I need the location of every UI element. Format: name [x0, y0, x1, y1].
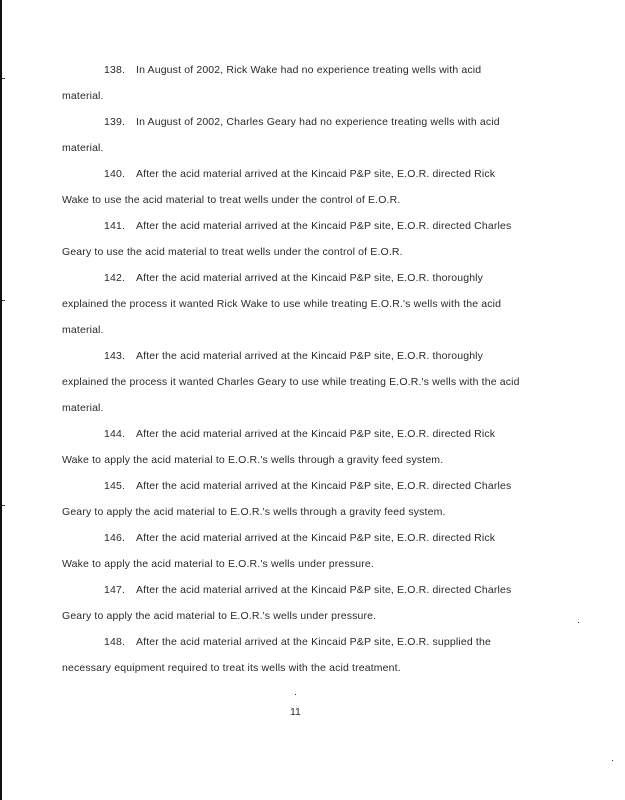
scan-edge-tick [2, 78, 5, 79]
paragraph-text: After the acid material arrived at the Kincaid P&P site, E.O.R. directed Rick [136, 428, 496, 440]
scan-edge-tick [2, 505, 5, 506]
paragraph-continuation-line: Wake to apply the acid material to E.O.R.'s wells under pressure. [62, 558, 374, 570]
scan-speck [612, 760, 613, 761]
paragraph-first-line [104, 428, 495, 440]
paragraph-number: 148. [104, 636, 126, 648]
paragraph-continuation-line: Geary to apply the acid material to E.O.R.'s wells under pressure. [62, 610, 377, 622]
paragraph-number: 142. [104, 272, 126, 284]
paragraph-text: After the acid material arrived at the Kincaid P&P site, E.O.R. thoroughly [136, 350, 484, 362]
paragraph-continuation-line: Geary to apply the acid material to E.O.R.'s wells through a gravity feed system. [62, 506, 446, 518]
paragraph-number: 147. [104, 584, 126, 596]
scan-speck [578, 622, 579, 623]
paragraph-continuation-line: material. [62, 142, 104, 154]
paragraph-first-line [104, 116, 500, 128]
paragraph-continuation-line: Wake to use the acid material to treat wells under the control of E.O.R. [62, 194, 401, 206]
paragraph-first-line [104, 584, 511, 596]
paragraph-first-line [104, 350, 483, 362]
paragraph-number: 143. [104, 350, 126, 362]
paragraph-text: After the acid material arrived at the Kincaid P&P site, E.O.R. supplied the [136, 636, 491, 648]
paragraph-number: 138. [104, 64, 126, 76]
paragraph-first-line [104, 168, 495, 180]
paragraph-number: 139. [104, 116, 126, 128]
paragraph-first-line [104, 220, 511, 232]
scan-left-edge [0, 0, 2, 800]
paragraph-continuation-line: explained the process it wanted Charles Geary to use while treating E.O.R.'s wells with the acid [62, 376, 520, 388]
paragraph-continuation-line: necessary equipment required to treat its wells with the acid treatment. [62, 662, 401, 674]
paragraph-number: 144. [104, 428, 126, 440]
paragraph-text: In August of 2002, Charles Geary had no experience treating wells with acid [136, 116, 500, 128]
paragraph-text: After the acid material arrived at the Kincaid P&P site, E.O.R. directed Rick [136, 532, 496, 544]
paragraph-text: After the acid material arrived at the Kincaid P&P site, E.O.R. directed Rick [136, 168, 496, 180]
paragraph-text: After the acid material arrived at the Kincaid P&P site, E.O.R. directed Charles [136, 480, 512, 492]
paragraph-first-line [104, 532, 495, 544]
paragraph-continuation-line: material. [62, 402, 104, 414]
paragraph-text: After the acid material arrived at the Kincaid P&P site, E.O.R. directed Charles [136, 220, 512, 232]
paragraph-first-line [104, 272, 483, 284]
paragraph-first-line [104, 480, 511, 492]
paragraph-number: 146. [104, 532, 126, 544]
paragraph-first-line [104, 64, 481, 76]
paragraph-continuation-line: material. [62, 90, 104, 102]
paragraph-first-line [104, 636, 491, 648]
paragraph-continuation-line: Geary to use the acid material to treat wells under the control of E.O.R. [62, 246, 403, 258]
paragraph-text: In August of 2002, Rick Wake had no experience treating wells with acid [136, 64, 482, 76]
paragraph-text: After the acid material arrived at the Kincaid P&P site, E.O.R. directed Charles [136, 584, 512, 596]
paragraph-number: 140. [104, 168, 126, 180]
scan-edge-tick [2, 300, 5, 301]
paragraph-number: 145. [104, 480, 126, 492]
paragraph-continuation-line: Wake to apply the acid material to E.O.R.'s wells through a gravity feed system. [62, 454, 444, 466]
paragraph-text: After the acid material arrived at the Kincaid P&P site, E.O.R. thoroughly [136, 272, 484, 284]
paragraph-number: 141. [104, 220, 126, 232]
paragraph-continuation-line: material. [62, 324, 104, 336]
page-number: 11 [290, 706, 301, 718]
scan-speck [295, 694, 296, 695]
paragraph-continuation-line: explained the process it wanted Rick Wake to use while treating E.O.R.'s wells with the acid [62, 298, 502, 310]
